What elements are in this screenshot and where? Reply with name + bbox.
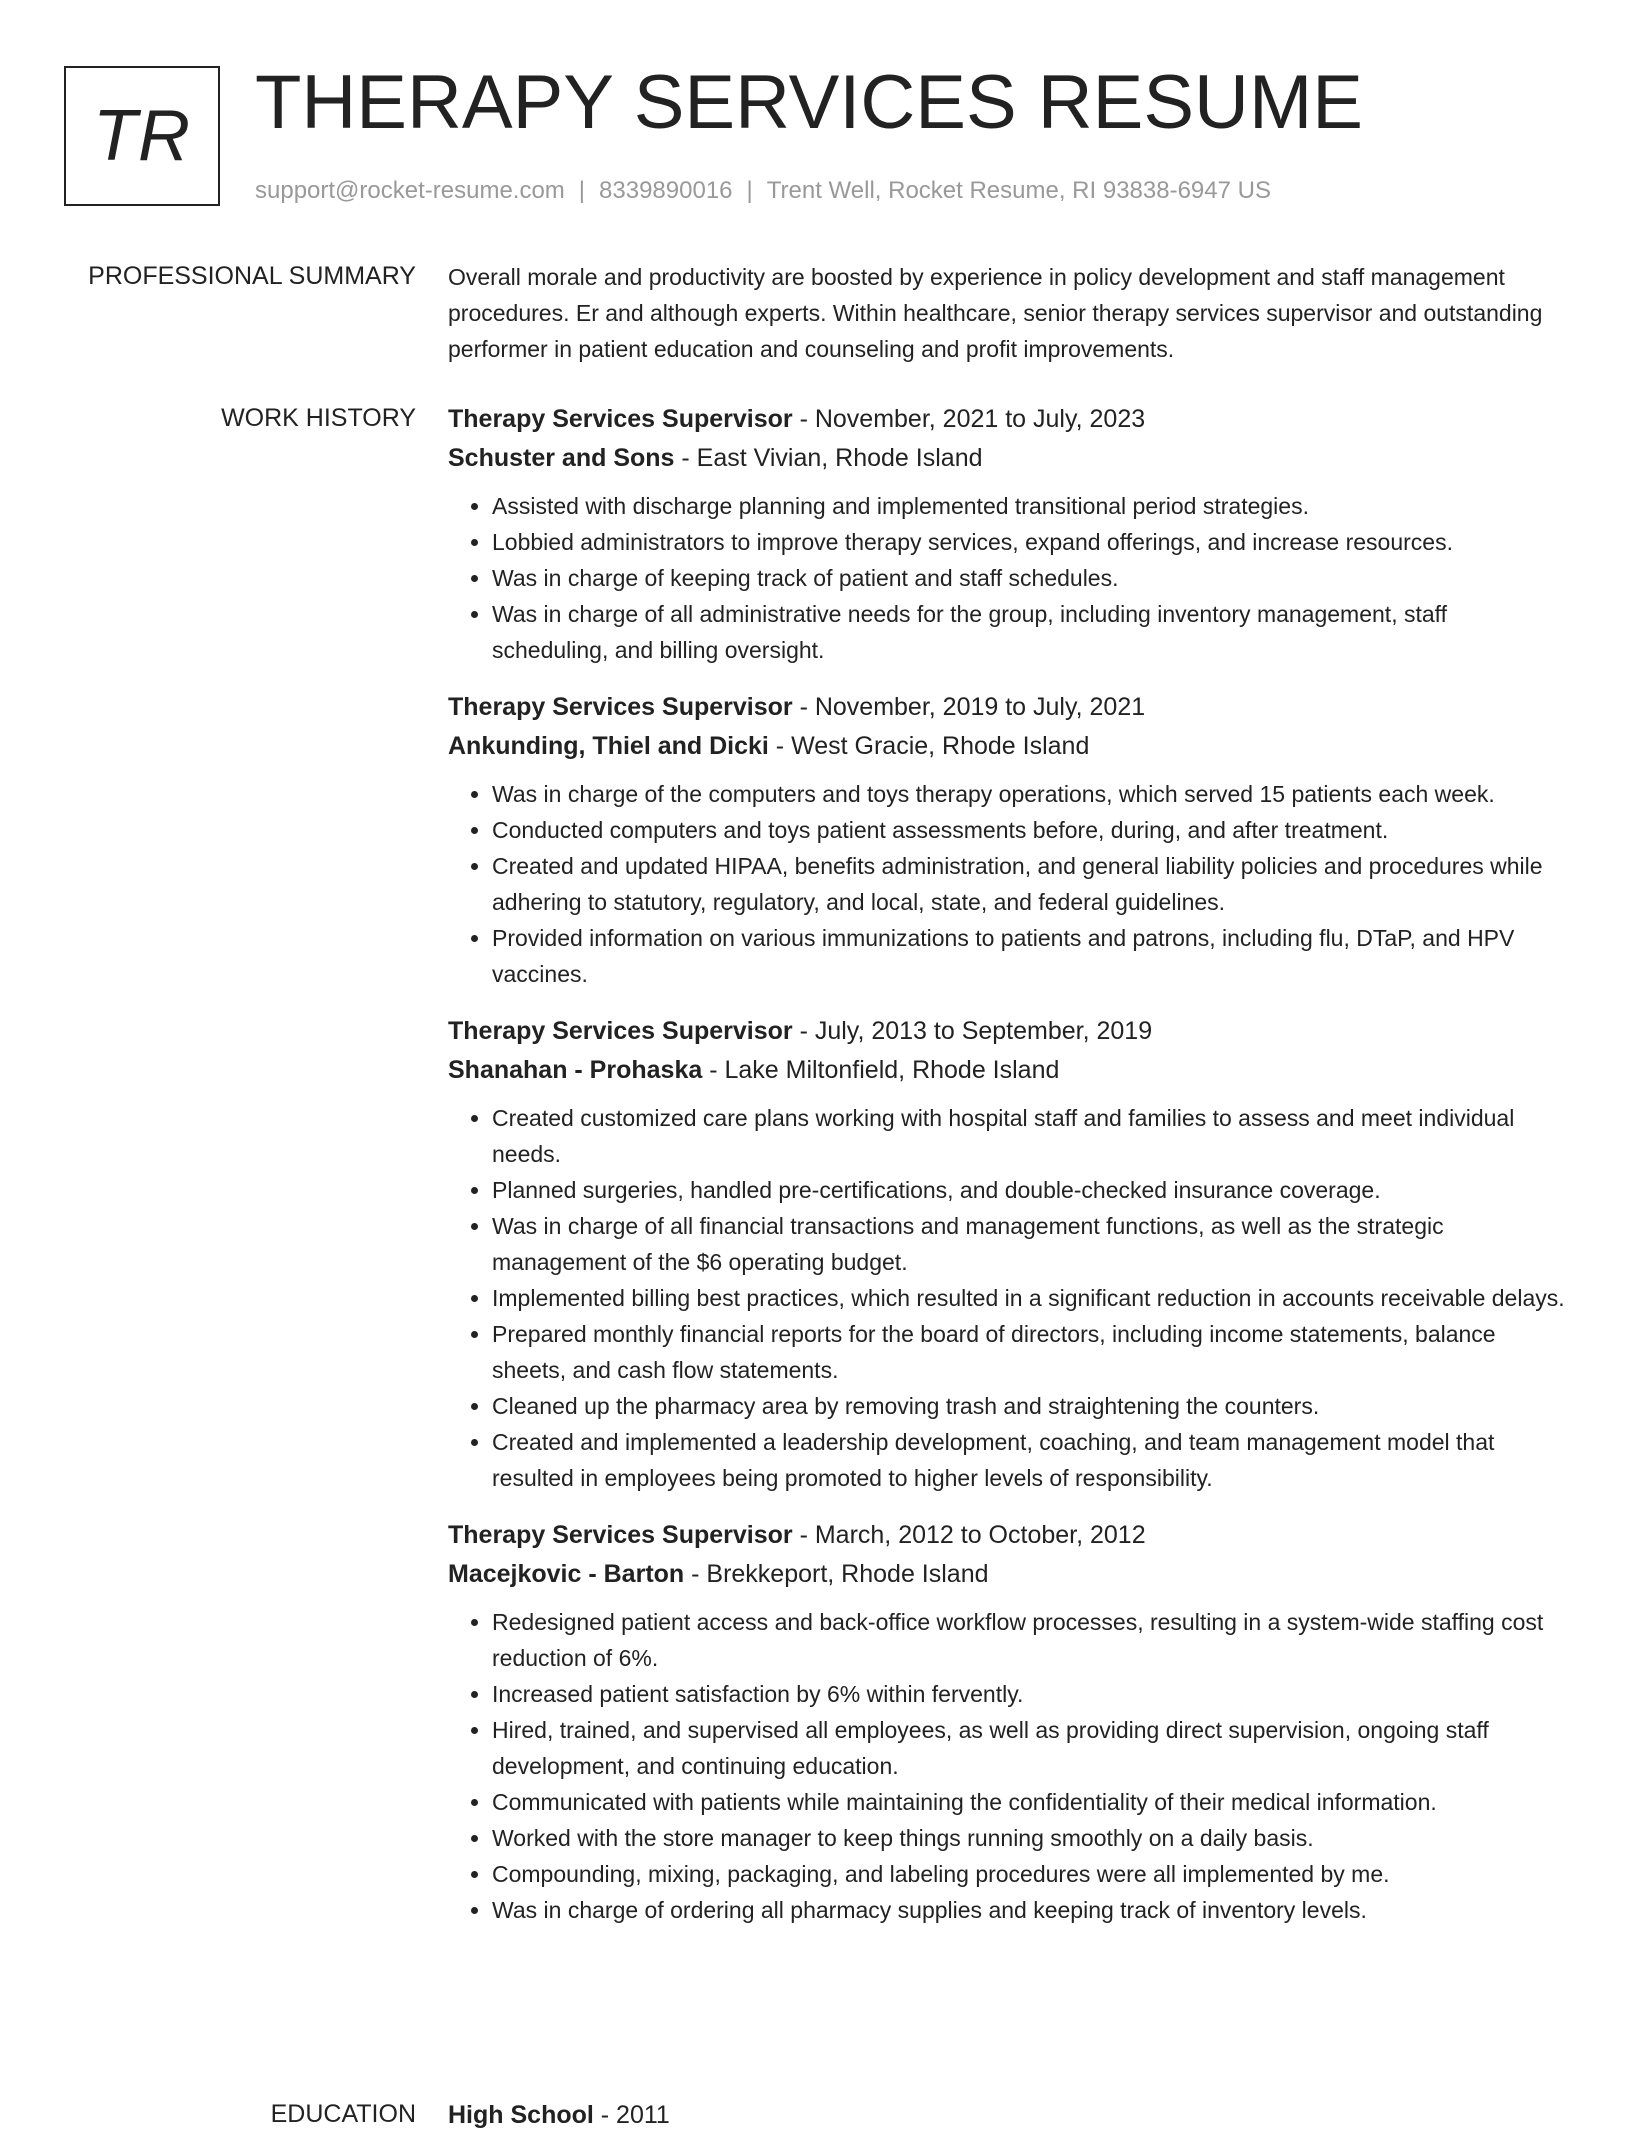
education-body xyxy=(448,2096,1568,2135)
job-dates: - November, 2019 to July, 2021 xyxy=(792,693,1146,721)
job-company-line xyxy=(448,439,1568,478)
job-entry xyxy=(448,688,1568,992)
job-company: Shanahan - Prohaska xyxy=(448,1056,703,1084)
job-bullet: • Implemented billing best practices, which resulted in a significant reduction in accounts receivable delays. xyxy=(492,1280,1568,1316)
job-title-line xyxy=(448,1012,1568,1051)
monogram-box xyxy=(64,66,220,206)
job-bullet: • Planned surgeries, handled pre-certifications, and double-checked insurance coverage. xyxy=(492,1172,1568,1208)
job-location: - East Vivian, Rhode Island xyxy=(674,444,983,472)
job-bullet: • Hired, trained, and supervised all employees, as well as providing direct supervision, ongoing staff development, and continuing education. xyxy=(492,1712,1568,1784)
job-bullet: • Was in charge of all administrative needs for the group, including inventory management, staff scheduling, and billing oversight. xyxy=(492,596,1568,668)
summary-label: PROFESSIONAL SUMMARY xyxy=(88,262,416,290)
job-bullet: • Cleaned up the pharmacy area by removing trash and straightening the counters. xyxy=(492,1388,1568,1424)
job-title-line xyxy=(448,1516,1568,1555)
job-bullets xyxy=(448,1604,1568,1928)
job-title: Therapy Services Supervisor xyxy=(448,1521,793,1549)
job-bullets xyxy=(448,776,1568,992)
contact-separator: | xyxy=(746,177,753,204)
job-company-line xyxy=(448,727,1568,766)
job-dates: - March, 2012 to October, 2012 xyxy=(792,1521,1146,1549)
job-bullet: • Provided information on various immunizations to patients and patrons, including flu, DTaP, and HPV vaccines. xyxy=(492,920,1568,992)
job-bullet: • Increased patient satisfaction by 6% within fervently. xyxy=(492,1676,1568,1712)
education-label: EDUCATION xyxy=(270,2100,416,2128)
job-bullet: • Assisted with discharge planning and implemented transitional period strategies. xyxy=(492,488,1568,524)
job-company: Schuster and Sons xyxy=(448,444,675,472)
job-bullet: • Created and updated HIPAA, benefits administration, and general liability policies and procedures while adhering to statutory, regulatory, and local, state, and federal guidelines. xyxy=(492,848,1568,920)
job-bullet: • Created and implemented a leadership development, coaching, and team management model that resulted in employees being promoted to higher levels of responsibility. xyxy=(492,1424,1568,1496)
resume-title: THERAPY SERVICES RESUME xyxy=(255,60,1363,145)
summary-text: Overall morale and productivity are boosted by experience in policy development and staff management procedures. Er and although experts. Within healthcare, senior therapy services supervisor and outstanding performer in patient education and counseling and profit improvements. xyxy=(448,264,1543,362)
education-degree: High School xyxy=(448,2101,594,2129)
job-bullet: • Worked with the store manager to keep things running smoothly on a daily basis. xyxy=(492,1820,1568,1856)
job-location: - West Gracie, Rhode Island xyxy=(768,732,1090,760)
job-bullet: • Was in charge of the computers and toys therapy operations, which served 15 patients each week. xyxy=(492,776,1568,812)
job-title: Therapy Services Supervisor xyxy=(448,405,793,433)
job-company-line xyxy=(448,1051,1568,1090)
job-title: Therapy Services Supervisor xyxy=(448,1017,793,1045)
job-title-line xyxy=(448,400,1568,439)
monogram-initials: TR xyxy=(93,96,191,176)
job-bullet: • Conducted computers and toys patient assessments before, during, and after treatment. xyxy=(492,812,1568,848)
education-line xyxy=(448,2096,1568,2135)
job-bullets xyxy=(448,1100,1568,1496)
job-location: - Lake Miltonfield, Rhode Island xyxy=(702,1056,1060,1084)
job-bullet: • Was in charge of keeping track of patient and staff schedules. xyxy=(492,560,1568,596)
job-entry xyxy=(448,1012,1568,1496)
job-bullet: • Was in charge of all financial transactions and management functions, as well as the strategic management of the $6 operating budget. xyxy=(492,1208,1568,1280)
job-entry xyxy=(448,400,1568,668)
job-bullet: • Created customized care plans working with hospital staff and families to assess and meet individual needs. xyxy=(492,1100,1568,1172)
contact-email: support@rocket-resume.com xyxy=(255,177,565,204)
job-company: Ankunding, Thiel and Dicki xyxy=(448,732,769,760)
job-bullet: • Redesigned patient access and back-office workflow processes, resulting in a system-wide staffing cost reduction of 6%. xyxy=(492,1604,1568,1676)
job-bullet: • Was in charge of ordering all pharmacy supplies and keeping track of inventory levels. xyxy=(492,1892,1568,1928)
job-bullet: • Lobbied administrators to improve therapy services, expand offerings, and increase resources. xyxy=(492,524,1568,560)
work-history-label: WORK HISTORY xyxy=(221,404,416,432)
job-bullets xyxy=(448,488,1568,668)
job-company: Macejkovic - Barton xyxy=(448,1560,685,1588)
job-dates: - November, 2021 to July, 2023 xyxy=(792,405,1146,433)
contact-address: Trent Well, Rocket Resume, RI 93838-6947 US xyxy=(766,177,1271,204)
education-year: - 2011 xyxy=(593,2101,670,2129)
job-title: Therapy Services Supervisor xyxy=(448,693,793,721)
job-bullet: • Communicated with patients while maintaining the confidentiality of their medical information. xyxy=(492,1784,1568,1820)
job-entry xyxy=(448,1516,1568,1928)
job-bullet: • Compounding, mixing, packaging, and labeling procedures were all implemented by me. xyxy=(492,1856,1568,1892)
contact-separator: | xyxy=(578,177,586,204)
summary-body xyxy=(448,259,1568,367)
contact-phone: 8339890016 xyxy=(599,177,733,204)
job-location: - Brekkeport, Rhode Island xyxy=(684,1560,989,1588)
work-history-body xyxy=(448,400,1568,1948)
contact-line xyxy=(255,174,1271,208)
job-company-line xyxy=(448,1555,1568,1594)
job-bullet: • Prepared monthly financial reports for the board of directors, including income statements, balance sheets, and cash flow statements. xyxy=(492,1316,1568,1388)
job-dates: - July, 2013 to September, 2019 xyxy=(792,1017,1153,1045)
job-title-line xyxy=(448,688,1568,727)
